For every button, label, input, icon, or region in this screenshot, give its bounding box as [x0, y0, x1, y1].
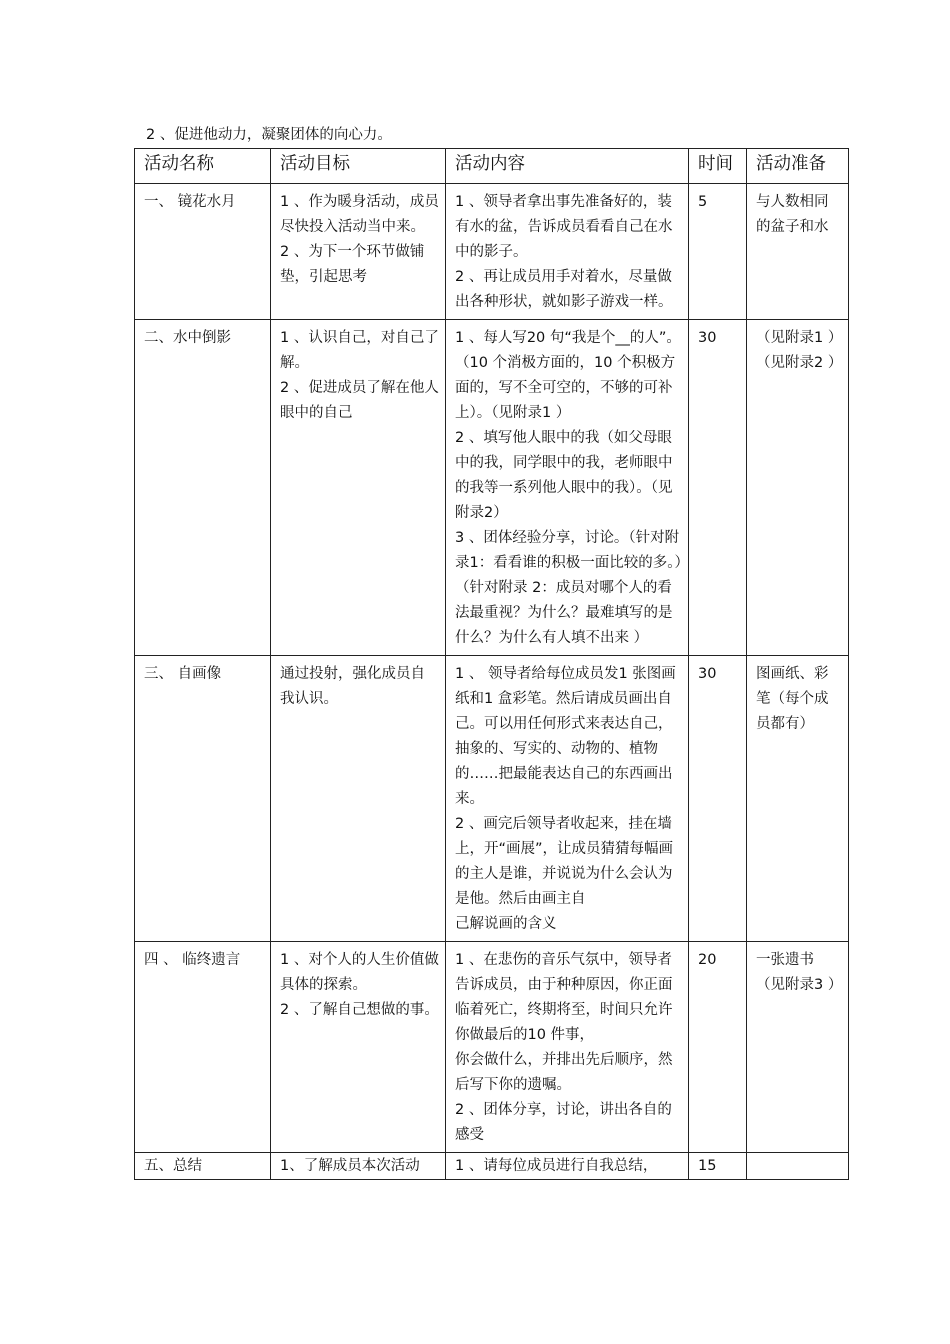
content-item: 1 、领导者拿出事先准备好的，装有水的盆，告诉成员看看自己在水中的影子。	[455, 194, 673, 260]
activity-content-cell	[446, 656, 689, 942]
time-value: 5	[698, 194, 708, 210]
activity-goal-cell	[271, 320, 446, 656]
content-item: 1 、请每位成员进行自我总结，	[455, 1158, 658, 1174]
goal-item: 2 、了解自己想做的事。	[280, 1002, 439, 1018]
preparation-item: 一张遗书（见附录3 ）	[756, 952, 843, 993]
header-activity-content: 活动内容	[446, 149, 689, 184]
preparation-cell	[747, 1153, 849, 1180]
table-header-row	[135, 149, 849, 184]
time-value: 15	[698, 1158, 717, 1174]
goal-item: 通过投射，强化成员自我认识。	[280, 666, 425, 707]
header-preparation: 活动准备	[747, 149, 849, 184]
content-item: 你会做什么，并排出先后顺序，然后写下你的遗嘱。	[455, 1052, 673, 1093]
activity-name-cell	[135, 656, 271, 942]
intro-line: 2 、促进他动力，凝聚团体的向心力。	[146, 127, 392, 143]
goal-item: 1 、认识自己，对自己了解。	[280, 330, 439, 371]
activity-name: 三、 自画像	[144, 666, 222, 682]
activity-plan-table	[134, 148, 849, 1180]
content-item: 己解说画的含义	[455, 916, 557, 932]
content-item: 1 、在悲伤的音乐气氛中，领导者告诉成员，由于种种原因，你正面临着死亡，终期将至，时间只允许你做最后的10 件事，	[455, 952, 673, 1043]
time-cell	[689, 656, 747, 942]
activity-goal-cell	[271, 1153, 446, 1180]
activity-name-cell	[135, 184, 271, 320]
header-activity-goal: 活动目标	[271, 149, 446, 184]
activity-content-cell	[446, 1153, 689, 1180]
preparation-cell	[747, 942, 849, 1153]
activity-content-cell	[446, 942, 689, 1153]
table-row	[135, 656, 849, 942]
activity-name-cell	[135, 1153, 271, 1180]
preparation-item: 图画纸、彩笔（每个成员都有）	[756, 666, 829, 732]
time-cell	[689, 320, 747, 656]
goal-item: 2 、促进成员了解在他人眼中的自己	[280, 380, 439, 421]
goal-item: 1、了解成员本次活动	[280, 1158, 420, 1174]
content-item: 2 、填写他人眼中的我（如父母眼中的我，同学眼中的我，老师眼中的我等一系列他人眼中的我）。（见附录2）	[455, 430, 673, 521]
time-value: 30	[698, 330, 717, 346]
header-activity-name: 活动名称	[135, 149, 271, 184]
activity-name: 四 、 临终遗言	[144, 952, 241, 968]
time-value: 20	[698, 952, 717, 968]
content-item: 3 、团体经验分享，讨论。（针对附录1：看看谁的积极一面比较的多。）（针对附录 2：成员对哪个人的看法最重视？为什么？最难填写的是什么？为什么有人填不出来 ）	[455, 530, 682, 646]
activity-name-cell	[135, 942, 271, 1153]
activity-name-cell	[135, 320, 271, 656]
content-item: 1 、每人写20 句“我是个__的人”。（10 个消极方面的，10 个积极方面的，写不全可空的，不够的可补上）。（见附录1 ）	[455, 330, 681, 421]
goal-item: 1 、作为暖身活动，成员尽快投入活动当中来。	[280, 194, 439, 235]
preparation-cell	[747, 656, 849, 942]
activity-goal-cell	[271, 942, 446, 1153]
time-cell	[689, 942, 747, 1153]
content-item: 2 、团体分享，讨论，讲出各自的感受	[455, 1102, 672, 1143]
table-row	[135, 320, 849, 656]
time-cell	[689, 1153, 747, 1180]
preparation-item: （见附录1 ）（见附录2 ）	[756, 330, 843, 371]
activity-name: 五、总结	[144, 1158, 202, 1174]
content-item: 2 、再让成员用手对着水，尽量做出各种形状，就如影子游戏一样。	[455, 269, 673, 310]
preparation-cell	[747, 184, 849, 320]
time-cell	[689, 184, 747, 320]
header-time: 时间	[689, 149, 747, 184]
preparation-cell	[747, 320, 849, 656]
table-row	[135, 942, 849, 1153]
time-value: 30	[698, 666, 717, 682]
goal-item: 1 、对个人的人生价值做具体的探索。	[280, 952, 439, 993]
activity-goal-cell	[271, 656, 446, 942]
activity-name: 一、 镜花水月	[144, 194, 236, 210]
preparation-item: 与人数相同的盆子和水	[756, 194, 829, 235]
table-row	[135, 184, 849, 320]
goal-item: 2 、为下一个环节做铺垫，引起思考	[280, 244, 425, 285]
content-item: 1 、 领导者给每位成员发1 张图画纸和1 盒彩笔。然后请成员画出自己。可以用任何形式来表达自己，抽象的、写实的、动物的、植物的……把最能表达自己的东西画出来。	[455, 666, 676, 807]
activity-content-cell	[446, 184, 689, 320]
table-row	[135, 1153, 849, 1180]
activity-goal-cell	[271, 184, 446, 320]
content-item: 2 、画完后领导者收起来，挂在墙上，开“画展”，让成员猜猜每幅画的主人是谁，并说说为什么会认为是他。然后由画主自	[455, 816, 674, 907]
activity-name: 二、水中倒影	[144, 330, 231, 346]
activity-content-cell	[446, 320, 689, 656]
